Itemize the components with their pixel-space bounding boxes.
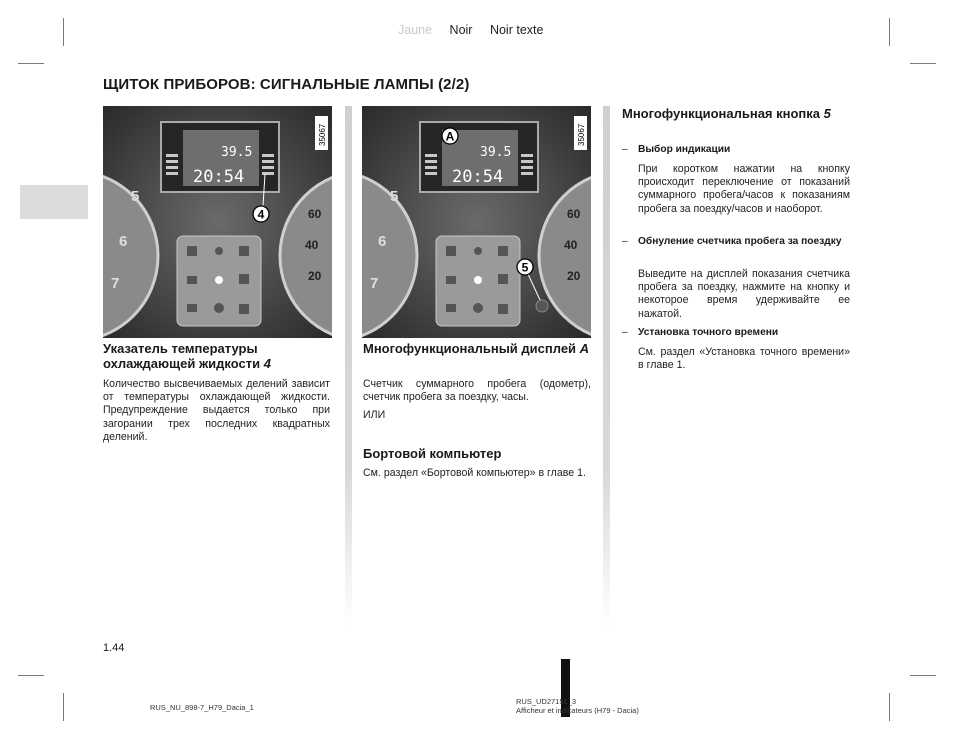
paragraph-trip-reset: Выведите на дисплей показания счетчика пробега за поездку, нажмите на кнопку и некоторое время удерживайте ее нажатой. — [638, 268, 850, 320]
crop-mark — [910, 675, 936, 676]
heading-text: Многофункциональная кнопка — [622, 106, 824, 121]
callout-4: 4 — [257, 207, 265, 222]
crop-mark — [63, 693, 64, 721]
gauge-left-label: 5 — [390, 188, 399, 205]
gauge-right-label: 40 — [564, 238, 578, 252]
crop-mark — [889, 18, 890, 46]
color-separations — [398, 23, 557, 37]
gauge-right-label: 40 — [305, 238, 319, 252]
bullet-trip-reset — [622, 235, 850, 248]
figure-reference: 35067 — [318, 123, 327, 146]
paragraph-time-setting: См. раздел «Установка точного времени» в главе 1. — [638, 346, 850, 372]
paragraph-trip-computer: См. раздел «Бортовой компьютер» в главе 1. — [363, 467, 586, 479]
footer-section: Afficheur et indicateurs (H79 - Dacia) — [516, 706, 639, 715]
crop-mark — [18, 63, 44, 64]
bullet-dash: – — [622, 236, 628, 247]
bullet-title: Обнуление счетчика пробега за поездку — [638, 236, 842, 247]
column-separator — [345, 106, 352, 626]
crop-mark — [18, 675, 44, 676]
paragraph-or: ИЛИ — [363, 409, 386, 421]
bullet-dash: – — [622, 144, 628, 155]
figure-reference: 35067 — [577, 123, 586, 146]
display-clock: 20:54 — [193, 167, 245, 187]
gauge-right-label: 20 — [567, 269, 581, 283]
heading-number: 4 — [263, 356, 271, 371]
crop-mark — [889, 693, 890, 721]
page-title: ЩИТОК ПРИБОРОВ: СИГНАЛЬНЫЕ ЛАМПЫ (2/2) — [103, 76, 470, 93]
color-jaune: Jaune — [398, 23, 433, 37]
callout-5: 5 — [521, 260, 529, 275]
footer-doc-id: RUS_NU_898-7_H79_Dacia_1 — [150, 703, 254, 712]
column-separator — [603, 106, 610, 626]
gauge-right-label: 60 — [567, 207, 581, 221]
callout-a: A — [445, 129, 455, 144]
bullet-title: Выбор индикации — [638, 144, 731, 155]
gauge-left-label: 7 — [370, 275, 379, 292]
gauge-left-label: 7 — [111, 275, 120, 292]
paragraph-display-selection: При коротком нажатии на кнопку происходит переключение от показаний суммарного пробега/часов к показаниям пробега за поездку/часов и наоборот. — [638, 163, 850, 215]
paragraph-coolant-temperature: Количество высвечиваемых делений зависит от температуры охлаждающей жидкости. Предупреждение выдается только при загорании трех последних квадратных делений. — [103, 378, 330, 443]
bullet-display-selection — [622, 143, 850, 156]
bullet-title: Установка точного времени — [638, 327, 779, 338]
gauge-left-label: 6 — [119, 233, 128, 250]
gauge-right-label: 60 — [308, 207, 322, 221]
color-noir: Noir — [449, 23, 473, 37]
gauge-left-label: 6 — [378, 233, 387, 250]
heading-multifunction-button — [622, 106, 850, 121]
heading-number: 5 — [823, 106, 831, 121]
display-odometer: 39.5 — [480, 145, 512, 160]
figure-instrument-cluster-display — [362, 106, 591, 338]
page-number: 1.44 — [103, 642, 125, 654]
heading-text: Указатель температуры охлаждающей жидкости — [103, 341, 264, 371]
display-odometer: 39.5 — [221, 145, 253, 160]
heading-letter: A — [579, 341, 590, 356]
bullet-dash: – — [622, 327, 628, 338]
color-noir-texte: Noir texte — [489, 23, 544, 37]
heading-coolant-temperature — [103, 341, 333, 371]
heading-trip-computer: Бортовой компьютер — [363, 446, 502, 461]
chapter-tab — [20, 185, 88, 219]
gauge-right-label: 20 — [308, 269, 322, 283]
heading-text: Многофункциональный дисплей — [363, 341, 580, 356]
crop-mark — [910, 63, 936, 64]
footer-section-info — [516, 697, 639, 715]
figure-instrument-cluster-temperature — [103, 106, 332, 338]
heading-multifunction-display — [363, 341, 591, 356]
gauge-left-label: 5 — [131, 188, 140, 205]
paragraph-multifunction-display: Счетчик суммарного пробега (одометр), счетчик пробега за поездку, часы. — [363, 378, 591, 404]
footer-ref: RUS_UD27151_3 — [516, 697, 577, 706]
bullet-time-setting — [622, 326, 850, 339]
display-clock: 20:54 — [452, 167, 504, 187]
crop-mark — [63, 18, 64, 46]
